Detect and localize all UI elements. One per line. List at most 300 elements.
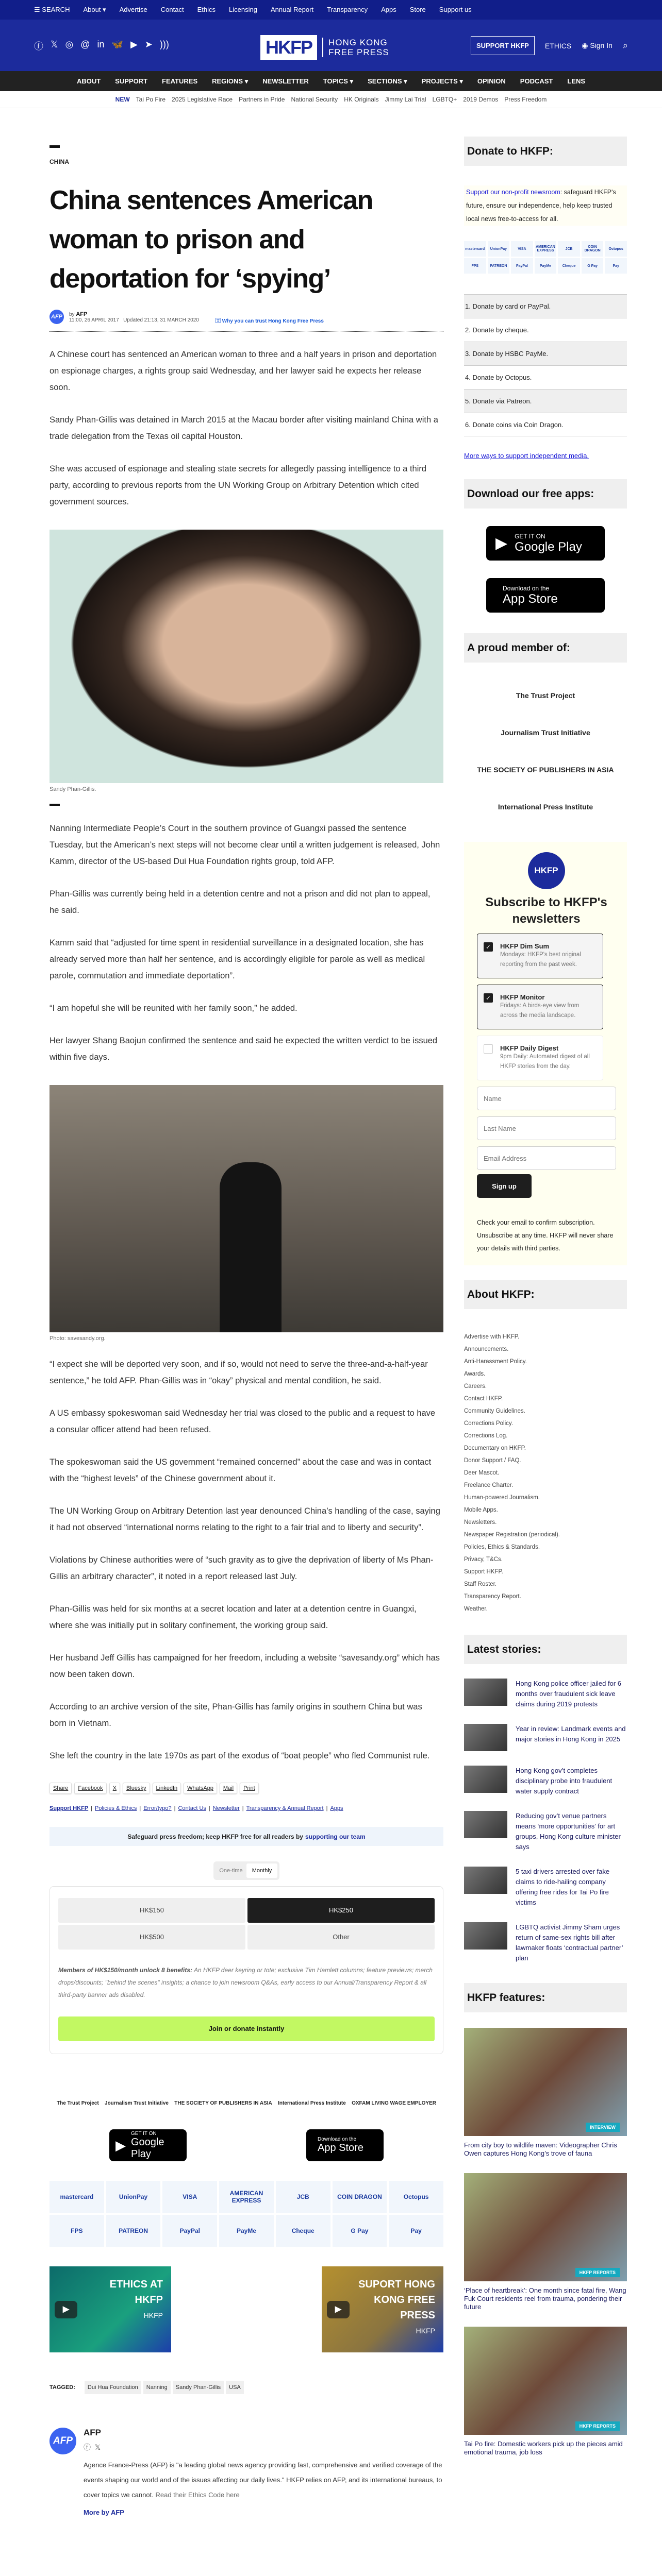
support-newsroom-link[interactable]: Support our non-profit newsroom	[466, 189, 560, 196]
more-by-author-link[interactable]: More by AFP	[84, 2509, 124, 2516]
payment-logo: Cheque	[558, 258, 580, 274]
checkbox[interactable]	[484, 1044, 493, 1054]
payment-logo: JCB	[276, 2181, 330, 2213]
separator: |	[242, 1805, 244, 1811]
sidebar	[464, 108, 627, 2557]
newsletter-option[interactable]	[477, 985, 603, 1029]
rss-icon[interactable]: )))	[159, 39, 169, 49]
option-text	[500, 1044, 597, 1072]
category-bar	[49, 145, 60, 148]
threads-icon[interactable]: @	[80, 39, 90, 49]
topic-link[interactable]: Partners in Pride	[239, 96, 285, 103]
payment-logo: FPS	[464, 258, 486, 274]
story-item[interactable]	[464, 1922, 627, 1963]
author-avatar[interactable]: AFP	[49, 2428, 76, 2454]
member-logos	[464, 691, 627, 811]
option-desc: Fridays: A birds-eye view from across the media landscape.	[500, 1003, 580, 1019]
ethics-code-link[interactable]: Read their Ethics Code here	[155, 2491, 240, 2499]
article	[49, 108, 443, 2557]
member-heading: A proud member of:	[464, 633, 627, 663]
top-link[interactable]: Apps	[381, 6, 396, 13]
payment-logo: AMERICAN EXPRESS	[219, 2181, 274, 2213]
story-item[interactable]	[464, 1724, 627, 1751]
play-icon[interactable]: ▶	[55, 2301, 77, 2318]
tab-monthly[interactable]: Monthly	[246, 1863, 277, 1878]
about-link[interactable]: Donor Support / FAQ.	[464, 1458, 521, 1464]
feature-link[interactable]: From city boy to wildlife maven: Videographer Chris Owen captures Hong Kong’s trove of fauna	[464, 2141, 617, 2157]
features-list	[464, 2028, 627, 2456]
donate-option[interactable]: 4. Donate by Octopus.	[464, 365, 627, 389]
feature-item[interactable]	[464, 2327, 627, 2456]
about-link[interactable]: Deer Mascot.	[464, 1470, 500, 1476]
payment-logo: Octopus	[389, 2181, 443, 2213]
byline-meta	[69, 311, 199, 323]
author-avatar[interactable]: AFP	[49, 310, 64, 324]
gp-label: Google Play	[131, 2136, 164, 2160]
footer-link[interactable]: Support HKFP	[49, 1805, 89, 1811]
bio-text: Agence France-Press (AFP) is "a leading global news agency providing fast, comprehensive and verified coverage of the events shaping our world and of the issues affecting our daily lives." HKFP relies on AFP, and its international bureaus, to cover topics we cannot.	[84, 2461, 442, 2499]
checkbox[interactable]: ✓	[484, 993, 493, 1003]
social-icons	[34, 39, 169, 53]
topic-link[interactable]: 2019 Demos	[463, 96, 499, 103]
safeguard-text: Safeguard press freedom; keep HKFP free for all readers by	[127, 1833, 303, 1840]
byline	[49, 310, 443, 332]
story-thumbnail[interactable]	[464, 1766, 507, 1793]
paragraph: The spokeswoman said the US government “remained concerned” about the case and was in contact with the “highest levels” of the Chinese government about it.	[49, 1458, 432, 1483]
about-link[interactable]: Policies, Ethics & Standards.	[464, 1544, 540, 1550]
facebook-icon[interactable]: ⓕ	[84, 2443, 91, 2451]
video-brand: HKFP	[416, 2327, 435, 2335]
separator: |	[326, 1805, 328, 1811]
story-link[interactable]: LGBTQ activist Jimmy Sham urges return of same-sex rights bill after lawmaker floats ‘contractual partner’ plan	[516, 1923, 623, 1962]
paragraph: Phan-Gillis was held for six months at a secret location and later at a detention centre in Guangxi, where she was initially put in solitary confinement, the working group said.	[49, 1604, 417, 1630]
paragraph: According to an archive version of the site, Phan-Gillis has family origins in southern China but was born in Vietnam.	[49, 1702, 422, 1728]
instagram-icon[interactable]: ◎	[65, 39, 74, 49]
benefits-heading: Members of HK$150/month unlock 8 benefits:	[58, 1967, 193, 1974]
top-link[interactable]: Ethics	[197, 6, 216, 13]
author-bio	[84, 2458, 443, 2502]
google-play-button[interactable]	[109, 2129, 187, 2161]
payment-logo: UnionPay	[106, 2181, 161, 2213]
top-link[interactable]: Advertise	[119, 6, 147, 13]
topic-link[interactable]: Press Freedom	[504, 96, 547, 103]
search-label: SEARCH	[42, 6, 70, 13]
top-link[interactable]: Transparency	[327, 6, 368, 13]
user-icon: ◉	[582, 41, 588, 49]
article-photo-2[interactable]	[49, 1085, 443, 1332]
trust-link[interactable]	[216, 316, 324, 324]
category-link[interactable]: CHINA	[49, 158, 69, 165]
join-donate-button[interactable]: Join or donate instantly	[58, 2016, 435, 2041]
video-title: ETHICS AT HKFP	[109, 2279, 163, 2306]
paragraph: Her lawyer Shang Baojun confirmed the sentence and said he expected the written verdict to be issued within five days.	[49, 1036, 438, 1062]
separator: |	[208, 1805, 210, 1811]
about-link[interactable]: Careers.	[464, 1383, 487, 1389]
published-date: 11:00, 26 APRIL 2017	[69, 317, 119, 323]
top-link[interactable]: Contact	[160, 6, 184, 13]
app-store-button[interactable]	[306, 2129, 384, 2161]
separator: |	[139, 1805, 141, 1811]
sidebar-payment-methods	[464, 241, 627, 274]
payment-methods	[49, 2181, 443, 2247]
about-link[interactable]: Corrections Log.	[464, 1433, 508, 1439]
top-links	[83, 6, 471, 14]
option-name: HKFP Dim Sum	[500, 942, 550, 950]
newsletter-option[interactable]	[477, 934, 603, 978]
about-link[interactable]: Corrections Policy.	[464, 1420, 514, 1427]
feature-image[interactable]	[464, 2327, 627, 2435]
share-button[interactable]: WhatsApp	[184, 1783, 217, 1794]
newsletter-signup	[464, 842, 627, 1265]
member-logo[interactable]: OXFAM LIVING WAGE EMPLOYER	[352, 2100, 436, 2106]
member-logo[interactable]: Journalism Trust Initiative	[105, 2100, 169, 2106]
ethics-video[interactable]	[49, 2266, 171, 2352]
member-logo[interactable]: The Trust Project	[516, 691, 575, 700]
payment-logo: G Pay	[582, 258, 604, 274]
paragraph: “I expect she will be deported very soon, and if so, would not need to serve the three-and-a-half-year sentence,” he told AFP. Phan-Gillis was in “okay” physical and mental condition, he said.	[49, 1360, 428, 1385]
tab-one-time[interactable]: One-time	[219, 1868, 243, 1874]
footer-link[interactable]: Apps	[330, 1805, 343, 1811]
youtube-icon[interactable]: ▶	[130, 39, 138, 49]
article-body	[49, 1356, 443, 1764]
donate-option[interactable]: 6. Donate coins via Coin Dragon.	[464, 413, 627, 436]
share-buttons	[49, 1783, 443, 1794]
safeguard-banner	[49, 1827, 443, 1846]
member-benefits	[58, 1964, 435, 2001]
article-photo-sandy-phan-gillis[interactable]	[49, 530, 443, 783]
about-heading: About HKFP:	[464, 1280, 627, 1309]
payment-logo: PATREON	[488, 258, 510, 274]
share-button[interactable]: Mail	[220, 1783, 237, 1794]
tag[interactable]: Sandy Phan-Gillis	[173, 2381, 224, 2394]
facebook-icon[interactable]: ⓕ	[34, 41, 43, 52]
newsletter-note: Check your email to confirm subscription. Unsubscribe at any time. HKFP will never share your details with third parties.	[477, 1219, 614, 1252]
story-thumbnail[interactable]	[464, 1867, 507, 1894]
gp-label: Google Play	[515, 539, 582, 554]
story-item[interactable]	[464, 1811, 627, 1852]
email-input[interactable]	[477, 1146, 616, 1170]
separator: |	[174, 1805, 176, 1811]
paragraph: She left the country in the late 1970s as part of the exodus of “boat people” who fled Communist rule.	[49, 1751, 430, 1760]
frequency-toggle	[213, 1861, 279, 1880]
as-small: Download on the	[318, 2137, 357, 2142]
member-logo[interactable]: International Press Institute	[498, 803, 593, 811]
name-input[interactable]	[477, 1087, 616, 1110]
payment-logo: VISA	[511, 241, 533, 257]
donate-option[interactable]: 3. Donate by HSBC PayMe.	[464, 342, 627, 365]
story-item[interactable]	[464, 1766, 627, 1797]
story-link[interactable]: 5 taxi drivers arrested over fake claims to ride-hailing company offering free rides for Tai Po fire victims	[516, 1868, 610, 1906]
sign-in-label: Sign In	[590, 41, 613, 49]
top-link[interactable]: Licensing	[229, 6, 257, 13]
footer-link[interactable]: Policies & Ethics	[95, 1805, 137, 1811]
telegram-icon[interactable]: ➤	[144, 39, 153, 49]
amount-other[interactable]: Other	[247, 1925, 435, 1950]
payment-logo: COIN DRAGON	[333, 2181, 387, 2213]
about-link[interactable]: Documentary on HKFP.	[464, 1445, 526, 1451]
benefits-text: An HKFP deer keyring or tote; exclusive Tim Hamlett columns; feature previews; merch drops/discounts; "behind the scenes" insights; a chance to join newsroom Q&As, early access to our Annual/Transparency Report & all third-party banner ads disabled.	[58, 1967, 433, 1998]
topic-link[interactable]: Tai Po Fire	[136, 96, 166, 103]
member-logo[interactable]: International Press Institute	[278, 2100, 346, 2106]
donate-options	[464, 294, 627, 436]
about-link[interactable]: Contact HKFP.	[464, 1396, 503, 1402]
story-thumbnail[interactable]	[464, 1679, 507, 1706]
payment-logo: Pay	[389, 2215, 443, 2247]
about-link[interactable]: Newsletters.	[464, 1519, 497, 1526]
payment-logo: mastercard	[49, 2181, 104, 2213]
features-heading: HKFP features:	[464, 1983, 627, 2012]
author-name[interactable]: AFP	[84, 2428, 101, 2437]
about-link[interactable]: Community Guidelines.	[464, 1408, 525, 1414]
tags	[49, 2381, 443, 2394]
amount-150[interactable]: HK$150	[58, 1898, 245, 1923]
about-link[interactable]: Transparency Report.	[464, 1594, 521, 1600]
paragraph: A Chinese court has sentenced an American woman to three and a half years in prison and deportation on espionage charges, a rights group said Wednesday, and her lawyer said he expects her release soon.	[49, 350, 437, 392]
payment-logo: UnionPay	[488, 241, 510, 257]
nav-item[interactable]: SECTIONS ▾	[368, 77, 407, 85]
feature-item[interactable]	[464, 2173, 627, 2311]
feature-image[interactable]	[464, 2173, 627, 2281]
footer-link[interactable]: Error/typo?	[143, 1805, 172, 1811]
feature-badge: INTERVIEW	[586, 2123, 620, 2132]
gp-small: GET IT ON	[131, 2130, 157, 2137]
member-logo[interactable]: THE SOCIETY OF PUBLISHERS IN ASIA	[477, 766, 614, 774]
payment-logo: AMERICAN EXPRESS	[535, 241, 557, 257]
paragraph: Sandy Phan-Gillis was detained in March 2015 at the Macau border after visiting mainland China with a trade delegation from the Texas oil capital Houston.	[49, 415, 438, 441]
payment-logo: PayMe	[219, 2215, 274, 2247]
option-desc: Mondays: HKFP's best original reporting from the past week.	[500, 952, 581, 968]
member-logo[interactable]: The Trust Project	[57, 2100, 99, 2106]
intro-text: : safeguard HKFP's future, ensure our independence, help keep trusted local news free-to-access for all.	[466, 189, 616, 223]
about-link[interactable]: Weather.	[464, 1606, 488, 1612]
as-label: App Store	[503, 591, 558, 606]
share-button[interactable]: Bluesky	[123, 1783, 150, 1794]
donation-box	[49, 1886, 443, 2054]
site-header	[0, 20, 662, 71]
support-hkfp-button[interactable]: SUPPORT HKFP	[471, 36, 535, 55]
payment-logo: PayPal	[511, 258, 533, 274]
new-label: NEW	[115, 96, 130, 103]
footer-link[interactable]: Transparency & Annual Report	[246, 1805, 324, 1811]
story-link[interactable]: Year in review: Landmark events and major stories in Hong Kong in 2025	[516, 1725, 626, 1743]
payment-logo: JCB	[558, 241, 580, 257]
feature-badge: HKFP REPORTS	[575, 2421, 620, 2431]
search-menu-button[interactable]: ☰ SEARCH	[34, 6, 70, 13]
option-name: HKFP Daily Digest	[500, 1044, 559, 1052]
x-icon[interactable]: 𝕏	[51, 39, 58, 49]
share-button[interactable]: LinkedIn	[153, 1783, 181, 1794]
separator: |	[91, 1805, 93, 1811]
about-link[interactable]: Human-powered Journalism.	[464, 1495, 540, 1501]
share-button[interactable]: Share	[49, 1783, 72, 1794]
site-logo[interactable]	[260, 35, 389, 60]
tagged-label: TAGGED:	[49, 2384, 75, 2391]
about-link[interactable]: Privacy, T&Cs.	[464, 1556, 503, 1563]
updated-date: Updated 21:13, 31 MARCH 2020	[123, 317, 199, 323]
member-logo[interactable]: THE SOCIETY OF PUBLISHERS IN ASIA	[174, 2100, 272, 2106]
sign-in-link[interactable]	[582, 41, 613, 50]
paragraph: She was accused of espionage and stealing state secrets for allegedly passing intelligence to a third party, according to previous reports from the UN Working Group on Arbitrary Detention which cited government sources.	[49, 464, 427, 506]
member-logo[interactable]: Journalism Trust Initiative	[501, 728, 590, 737]
nav-item[interactable]: OPINION	[477, 77, 506, 85]
sign-up-button[interactable]: Sign up	[477, 1174, 532, 1198]
story-link[interactable]: Hong Kong gov’t completes disciplinary probe into fraudulent water supply contract	[516, 1767, 613, 1795]
ethics-link[interactable]: ETHICS	[544, 41, 572, 50]
last-name-input[interactable]	[477, 1116, 616, 1140]
payment-logo: Octopus	[605, 241, 627, 257]
payment-logo: PayPal	[162, 2215, 217, 2247]
amount-500[interactable]: HK$500	[58, 1925, 245, 1950]
nav-item[interactable]: REGIONS ▾	[212, 77, 249, 85]
topic-link[interactable]: Jimmy Lai Trial	[385, 96, 426, 103]
share-button[interactable]: Print	[240, 1783, 259, 1794]
tag[interactable]: Dui Hua Foundation	[85, 2381, 141, 2394]
topic-link[interactable]: LGBTQ+	[432, 96, 457, 103]
nav-item[interactable]: NEWSLETTER	[262, 77, 309, 85]
paragraph: Phan-Gillis was currently being held in a detention centre and not a prison and did not plan to appeal, he said.	[49, 889, 431, 915]
feature-link[interactable]: ‘Place of heartbreak’: One month since fatal fire, Wang Fuk Court residents reel from trauma, pondering their future	[464, 2286, 626, 2311]
top-link[interactable]: Annual Report	[270, 6, 314, 13]
donate-option[interactable]: 1. Donate by card or PayPal.	[464, 294, 627, 318]
top-link[interactable]: Support us	[439, 6, 472, 13]
checkbox[interactable]: ✓	[484, 942, 493, 952]
logo-line1: HONG KONG	[328, 38, 388, 47]
top-link[interactable]: About ▾	[83, 6, 106, 13]
paragraph: Kamm said that “adjusted for time spent in residential surveillance in a designated location, she has already served more than half her sentence, and is accordingly eligible for parole as well as medical parole, commutation and immediate deportation”.	[49, 938, 425, 980]
tag[interactable]: USA	[226, 2381, 244, 2394]
story-item[interactable]	[464, 1867, 627, 1908]
payment-logo: COIN DRAGON	[582, 241, 604, 257]
bluesky-icon[interactable]: 🦋	[111, 39, 123, 49]
payment-logo: PayMe	[535, 258, 557, 274]
member-logos	[49, 2100, 443, 2106]
payment-logo: FPS	[49, 2215, 104, 2247]
google-play-button[interactable]	[486, 526, 605, 561]
videos	[49, 2266, 443, 2352]
nav-item[interactable]: PROJECTS ▾	[421, 77, 463, 85]
paragraph: Her husband Jeff Gillis has campaigned for her freedom, including a website “savesandy.org” which has now been taken down.	[49, 1653, 440, 1679]
topic-link[interactable]: HK Originals	[344, 96, 379, 103]
about-link[interactable]: Mobile Apps.	[464, 1507, 498, 1513]
newsletter-title: Subscribe to HKFP's newsletters	[485, 895, 607, 926]
option-text	[500, 993, 597, 1021]
app-store-button[interactable]	[486, 578, 605, 613]
topic-link[interactable]: National Security	[291, 96, 338, 103]
about-link[interactable]: Freelance Charter.	[464, 1482, 514, 1488]
payment-logo: VISA	[162, 2181, 217, 2213]
photo-caption: Sandy Phan-Gillis.	[49, 786, 96, 792]
payment-logo: Cheque	[276, 2215, 330, 2247]
nav-item[interactable]: TOPICS ▾	[323, 77, 354, 85]
topic-link[interactable]: 2025 Legislative Race	[172, 96, 233, 103]
about-link[interactable]: Newspaper Registration (periodical).	[464, 1532, 560, 1538]
article-title: China sentences American woman to prison and deportation for ‘spying’	[49, 185, 373, 294]
nav-item[interactable]: PODCAST	[520, 77, 553, 85]
nav-item[interactable]: FEATURES	[162, 77, 198, 85]
about-link[interactable]: Staff Roster.	[464, 1581, 497, 1587]
story-thumbnail[interactable]	[464, 1724, 507, 1751]
feature-item[interactable]	[464, 2028, 627, 2158]
google-play-icon: ▶	[495, 535, 508, 552]
tag[interactable]: Nanning	[143, 2381, 171, 2394]
about-link[interactable]: Support HKFP.	[464, 1569, 503, 1575]
feature-link[interactable]: Tai Po fire: Domestic workers pick up the pieces amid emotional trauma, job loss	[464, 2440, 623, 2456]
as-label: App Store	[318, 2142, 363, 2154]
latest-stories	[464, 1679, 627, 1963]
about-link[interactable]: Awards.	[464, 1371, 486, 1377]
story-thumbnail[interactable]	[464, 1811, 507, 1838]
author-link[interactable]: AFP	[76, 311, 88, 317]
about-links	[464, 1331, 627, 1615]
gp-small: GET IT ON	[515, 532, 545, 540]
top-link[interactable]: Store	[409, 6, 426, 13]
amount-250[interactable]: HK$250	[247, 1898, 435, 1923]
about-link[interactable]: Anti-Harassment Policy.	[464, 1359, 527, 1365]
nav-item[interactable]: ABOUT	[76, 77, 101, 85]
share-button[interactable]: X	[109, 1783, 120, 1794]
nav-item[interactable]: SUPPORT	[115, 77, 148, 85]
latest-heading: Latest stories:	[464, 1635, 627, 1664]
donate-option[interactable]: 2. Donate by cheque.	[464, 318, 627, 342]
option-name: HKFP Monitor	[500, 993, 545, 1001]
play-icon[interactable]: ▶	[327, 2301, 350, 2318]
linkedin-icon[interactable]: in	[97, 39, 105, 49]
donate-heading: Donate to HKFP:	[464, 137, 627, 166]
paragraph: “I am hopeful she will be reunited with her family soon,” he added.	[49, 1004, 297, 1013]
video-brand: HKFP	[143, 2311, 163, 2319]
footer-link[interactable]: Contact Us	[178, 1805, 206, 1811]
article-body	[49, 346, 443, 510]
search-icon[interactable]: ⌕	[622, 40, 628, 50]
option-text	[500, 942, 597, 970]
apps-heading: Download our free apps:	[464, 479, 627, 509]
trust-link-label: Why you can trust Hong Kong Free Press	[222, 318, 324, 324]
payment-logo: G Pay	[333, 2215, 387, 2247]
x-icon[interactable]: 𝕏	[94, 2443, 101, 2451]
footer-link[interactable]: Newsletter	[212, 1805, 240, 1811]
supporting-link[interactable]: supporting our team	[305, 1833, 366, 1840]
story-thumbnail[interactable]	[464, 1922, 507, 1950]
about-link[interactable]: Announcements.	[464, 1346, 509, 1352]
story-link[interactable]: Reducing gov’t venue partners means ‘more opportunities’ for art groups, Hong Kong culture minister says	[516, 1812, 621, 1851]
option-desc: 9pm Daily: Automated digest of all HKFP stories from the day.	[500, 1054, 590, 1070]
story-link[interactable]: Hong Kong police officer jailed for 6 months over fraudulent sick leave claims during 2019 protests	[516, 1680, 621, 1708]
author-box	[49, 2428, 443, 2516]
support-video[interactable]	[322, 2266, 443, 2352]
divider	[49, 804, 60, 806]
story-item[interactable]	[464, 1679, 627, 1709]
hkfp-logo: HKFP	[528, 852, 565, 889]
header-actions	[471, 36, 628, 55]
video-title: SUPORT HONG KONG FREE PRESS	[358, 2279, 435, 2321]
feature-image[interactable]	[464, 2028, 627, 2136]
paragraph: Nanning Intermediate People’s Court in the southern province of Guangxi passed the sentence Tuesday, but the American’s next steps will not become clear until a written judgement is released, John Kamm, director of the US-based Dui Hua Foundation rights group, told AFP.	[49, 824, 440, 866]
photo-caption: Photo: savesandy.org.	[49, 1335, 106, 1342]
paragraph: A US embassy spokeswoman said Wednesday her trial was closed to the public and a request to have a consular officer attend had been refused.	[49, 1409, 436, 1434]
logo-mark: HKFP	[260, 35, 317, 60]
google-play-icon: ▶	[115, 2137, 126, 2153]
about-link[interactable]: Advertise with HKFP.	[464, 1334, 520, 1340]
share-button[interactable]: Facebook	[74, 1783, 106, 1794]
newsletter-option[interactable]	[477, 1036, 603, 1080]
donate-intro	[464, 185, 627, 226]
more-ways-link[interactable]: More ways to support independent media.	[464, 452, 589, 460]
payment-logo: Pay	[605, 258, 627, 274]
article-footer-links	[49, 1805, 443, 1811]
nav-item[interactable]: LENS	[567, 77, 586, 85]
logo-line2: FREE PRESS	[328, 47, 389, 57]
donate-option[interactable]: 5. Donate via Patreon.	[464, 389, 627, 413]
